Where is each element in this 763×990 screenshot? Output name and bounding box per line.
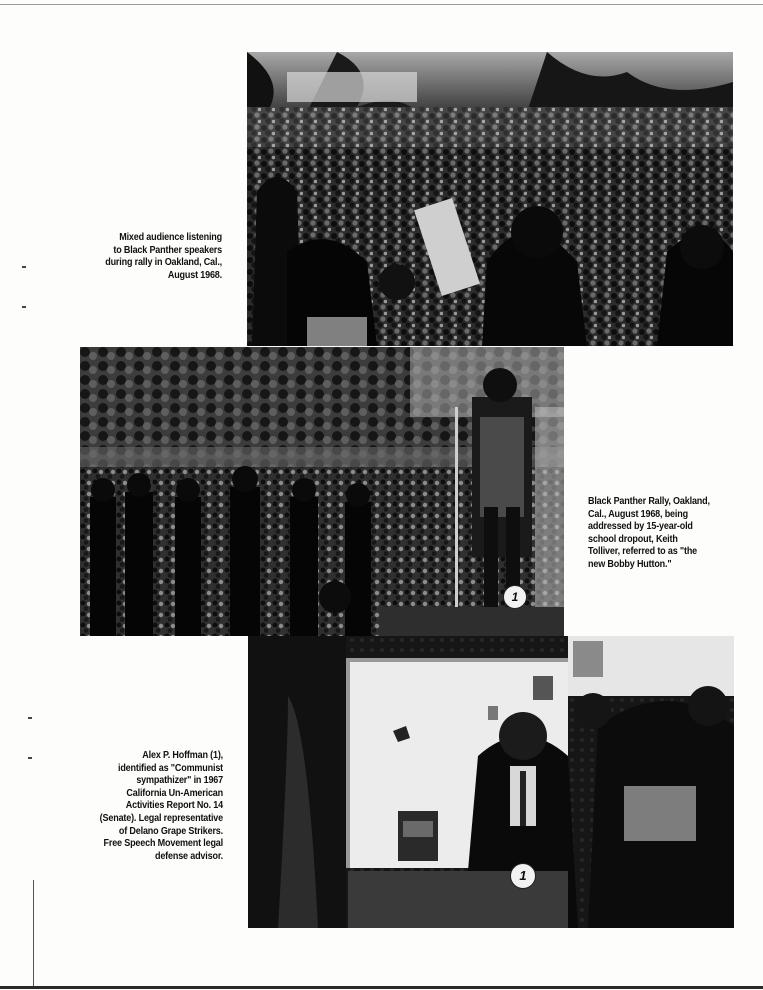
margin-tick-mark — [28, 717, 32, 719]
marker-label: 1 — [519, 868, 527, 883]
caption-line: Activities Report No. 14 — [125, 799, 223, 812]
margin-tick-mark — [28, 757, 32, 759]
marker-label: 1 — [511, 590, 519, 604]
caption-line: school dropout, Keith — [588, 532, 678, 545]
caption-line: (Senate). Legal representative — [99, 811, 223, 824]
bottom-edge-rule — [0, 986, 763, 989]
caption-line: to Black Panther speakers — [113, 243, 222, 256]
margin-tick-mark — [22, 266, 26, 268]
caption-rally-audience — [76, 231, 222, 281]
caption-line: California Un-American — [126, 786, 223, 799]
caption-line: Cal., August 1968, being — [588, 507, 688, 520]
photo-rally-speaker — [80, 347, 564, 636]
caption-line: Mixed audience listening — [119, 231, 222, 243]
caption-rally-speaker — [588, 495, 739, 571]
caption-line: August 1968. — [167, 268, 222, 281]
speaker-marker-badge — [503, 585, 527, 609]
caption-line: new Bobby Hutton." — [588, 557, 672, 570]
caption-line: identified as "Communist — [117, 761, 223, 774]
caption-line: addressed by 15-year-old — [588, 520, 693, 533]
caption-line: Free Speech Movement legal — [103, 837, 223, 850]
hoffman-marker-badge — [510, 863, 536, 889]
caption-line: Black Panther Rally, Oakland, — [588, 495, 710, 507]
top-edge-rule — [0, 4, 763, 5]
photo-hoffman — [248, 636, 734, 928]
caption-line: during rally in Oakland, Cal., — [105, 256, 222, 269]
photo-rally-audience — [247, 52, 733, 346]
margin-tick-mark — [22, 306, 26, 308]
caption-hoffman — [60, 749, 223, 862]
caption-line: defense advisor. — [154, 849, 223, 862]
caption-line: Tolliver, referred to as "the — [588, 545, 698, 558]
caption-line: sympathizer" in 1967 — [136, 774, 223, 787]
left-margin-rule — [33, 880, 34, 986]
caption-line: Alex P. Hoffman (1), — [142, 749, 223, 761]
caption-line: of Delano Grape Strikers. — [118, 824, 223, 837]
